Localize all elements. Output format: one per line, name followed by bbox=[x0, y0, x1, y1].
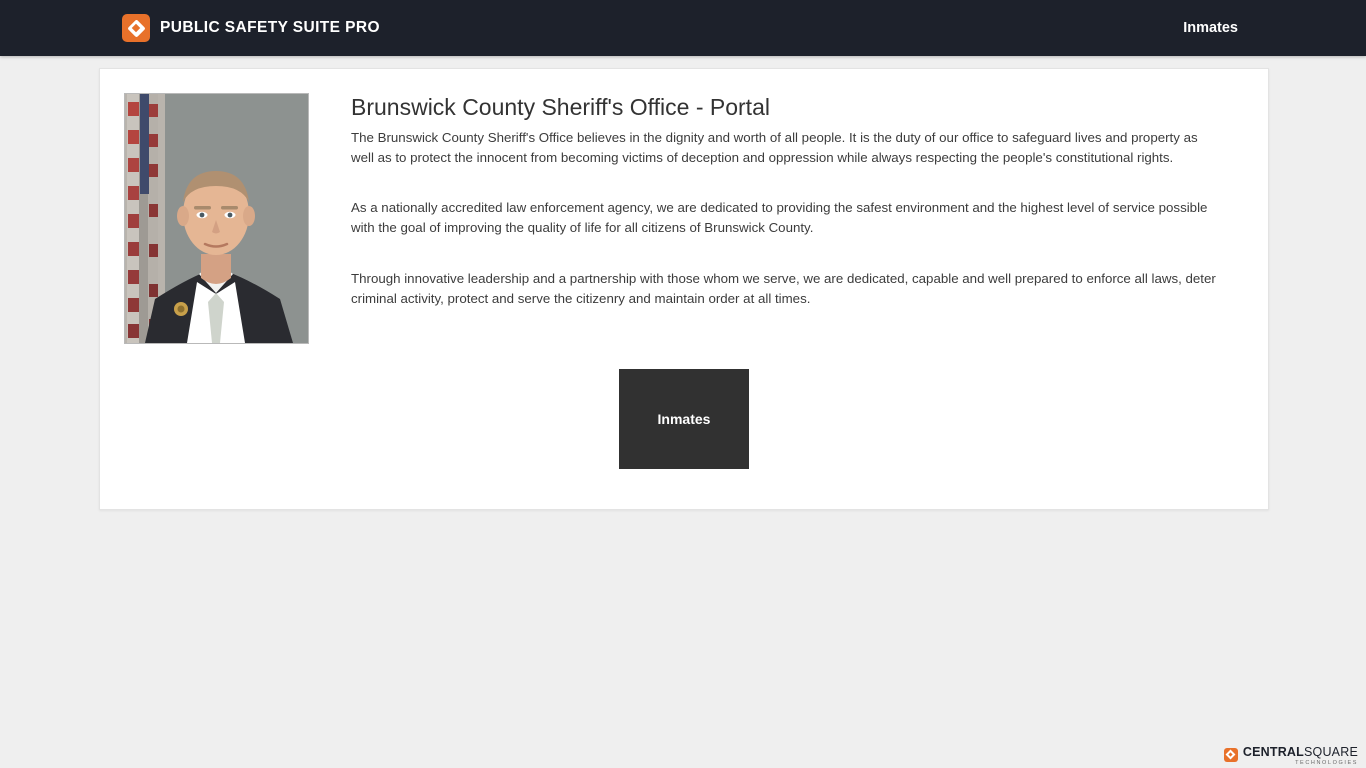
diamond-logo-icon bbox=[122, 14, 150, 42]
portal-paragraph-3: Through innovative leadership and a partnership with those whom we serve, we are dedicated, capable and well prepared to enforce all laws, deter criminal activity, protect and serve the citizenry and maintain order at all times. bbox=[351, 270, 1216, 306]
diamond-logo-icon bbox=[1224, 748, 1238, 762]
brand[interactable] bbox=[122, 14, 380, 42]
inmates-button[interactable]: Inmates bbox=[619, 369, 749, 469]
nav-right-group bbox=[1183, 0, 1238, 56]
top-navigation-bar bbox=[0, 0, 1366, 56]
footer-brand-light: SQUARE bbox=[1304, 744, 1358, 759]
footer-brand-bold: CENTRAL bbox=[1242, 744, 1304, 759]
page-title: Brunswick County Sheriff's Office - Portal bbox=[351, 94, 770, 120]
footer-tagline: TECHNOLOGIES bbox=[1295, 759, 1358, 766]
card-inner bbox=[100, 69, 1268, 427]
footer-brand-name bbox=[1243, 745, 1358, 759]
nav-link-inmates[interactable]: Inmates bbox=[1183, 20, 1238, 36]
main-content-card bbox=[99, 68, 1269, 510]
portal-paragraph-2: As a nationally accredited law enforcement agency, we are dedicated to providing the safest environment and the highest level of service possible with the goal of improving the quality of life for all citizens of Brunswick County. bbox=[351, 200, 1208, 236]
action-button-row bbox=[100, 369, 1268, 469]
sheriff-portrait bbox=[124, 93, 309, 344]
footer-text bbox=[1243, 744, 1358, 767]
brand-label: PUBLIC SAFETY SUITE PRO bbox=[160, 19, 380, 36]
portal-paragraph-1: The Brunswick County Sheriff's Office believes in the dignity and worth of all people. It is the duty of our office to safeguard lives and property as well as to protect the innocent from becoming victims of deception and oppression while always respecting the people's constitutional rights. bbox=[351, 129, 1198, 165]
portal-text-content bbox=[351, 93, 1244, 309]
footer-branding bbox=[1224, 744, 1358, 767]
